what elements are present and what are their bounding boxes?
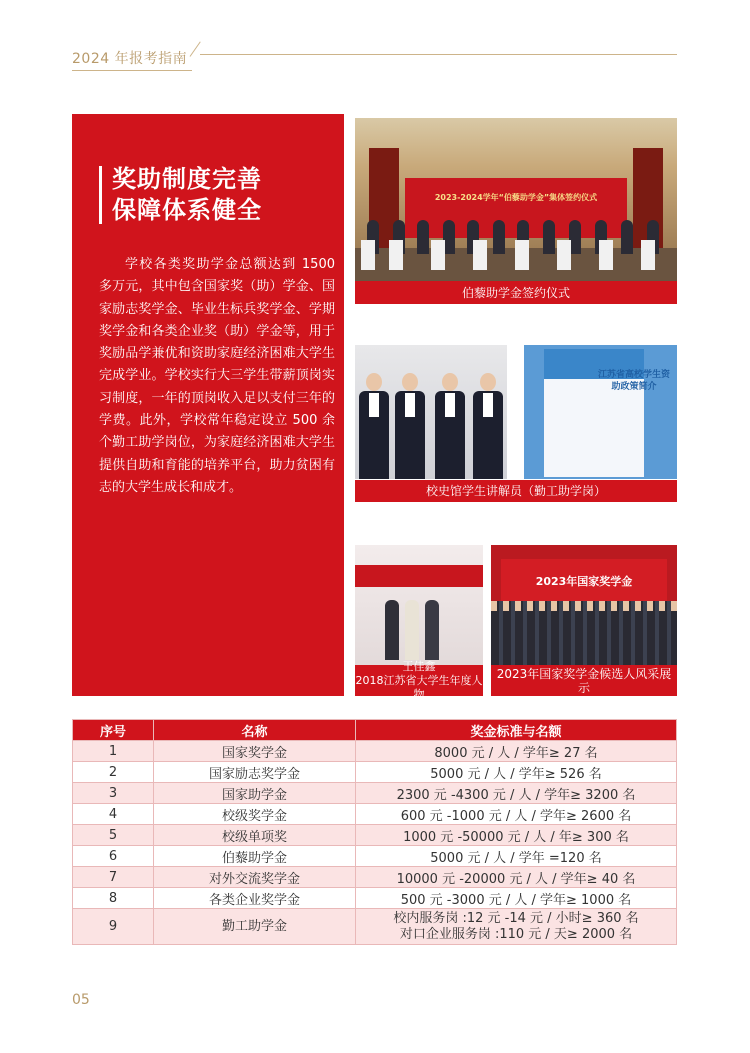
stage-backdrop [405, 178, 627, 238]
student-of-year-caption [355, 659, 483, 701]
cell-no: 6 [73, 846, 154, 867]
cell-standard: 5000 元 / 人 / 学年≥ 526 名 [356, 762, 677, 783]
col-header-name: 名称 [154, 720, 356, 741]
col-header-no: 序号 [73, 720, 154, 741]
table-row [73, 909, 677, 945]
cell-standard: 10000 元 -20000 元 / 人 / 学年≥ 40 名 [356, 867, 677, 888]
caption-line2: 2018江苏省大学生年度人物 [355, 673, 483, 701]
screen-title: 2023年国家奖学金 [535, 575, 633, 588]
podium [389, 240, 403, 270]
scholarship-candidates-caption: 2023年国家奖学金候选人风采展示 [491, 665, 677, 696]
cell-standard-line1: 校内服务岗 :12 元 -14 元 / 小时≥ 360 名 [393, 910, 639, 926]
table-row [73, 783, 677, 804]
person [405, 600, 419, 660]
cell-no: 4 [73, 804, 154, 825]
cell-name: 校级单项奖 [154, 825, 356, 846]
cell-standard: 500 元 -3000 元 / 人 / 学年≥ 1000 名 [356, 888, 677, 909]
podium [599, 240, 613, 270]
event-banner [355, 565, 483, 587]
table-row [73, 762, 677, 783]
cell-no: 1 [73, 741, 154, 762]
cell-no: 3 [73, 783, 154, 804]
cell-no: 7 [73, 867, 154, 888]
cell-name: 伯藜助学金 [154, 846, 356, 867]
scholarship-table [72, 719, 677, 945]
cell-no: 2 [73, 762, 154, 783]
student-guide [471, 373, 505, 479]
poster-title: 江苏省高校学生资助政策简介 [597, 370, 670, 392]
ceremony-photo [355, 118, 677, 281]
table-header-row [73, 720, 677, 741]
cell-name: 国家励志奖学金 [154, 762, 356, 783]
person [425, 600, 439, 660]
podium [557, 240, 571, 270]
cell-standard: 600 元 -1000 元 / 人 / 学年≥ 2600 名 [356, 804, 677, 825]
stage-banner-text: 2023-2024学年“伯藜助学金”集体签约仪式 [434, 193, 598, 202]
cell-standard: 2300 元 -4300 元 / 人 / 学年≥ 3200 名 [356, 783, 677, 804]
table-row [73, 741, 677, 762]
cell-no: 8 [73, 888, 154, 909]
podium [473, 240, 487, 270]
student-guides-photo [355, 345, 507, 479]
scholarship-candidates-photo [491, 545, 677, 665]
title-accent-bar [99, 166, 102, 224]
person [417, 220, 429, 254]
student-guide [357, 373, 391, 479]
group-heads [491, 601, 677, 611]
panel-body-text: 学校各类奖助学金总额达到 1500 多万元，其中包含国家奖（助）学金、国家励志奖学金、毕业生标兵奖学金、学期奖学金和各类企业奖（助）学金等，用于奖励品学兼优和资助家庭经济困难大学生完成学业。学校实行大三学生带薪顶岗实习制度，一年的顶岗收入足以支付三年的学费。此外，学校常年稳定设立 500 余个勤工助学岗位，为家庭经济困难大学生提供自助和育能的培养平台，助力贫困有志的大学生成长和成才。 [99, 257, 335, 495]
student-guides-caption: 校史馆学生讲解员（勤工助学岗） [355, 480, 677, 502]
cell-name: 校级奖学金 [154, 804, 356, 825]
caption-line1: 王佳鑫 [402, 659, 436, 673]
header-divider-long [200, 54, 677, 55]
table-row [73, 804, 677, 825]
page-number: 05 [72, 992, 90, 1008]
cell-no: 5 [73, 825, 154, 846]
table-row [73, 888, 677, 909]
cell-standard: 5000 元 / 人 / 学年 =120 名 [356, 846, 677, 867]
page-header [72, 44, 677, 74]
panel-title-line1: 奖助制度完善 [112, 165, 262, 193]
table-row [73, 846, 677, 867]
header-divider [72, 70, 192, 71]
podium [431, 240, 445, 270]
student-guide [433, 373, 467, 479]
intro-panel [72, 114, 344, 696]
cell-standard: 8000 元 / 人 / 学年≥ 27 名 [356, 741, 677, 762]
person [543, 220, 555, 254]
ceremony-caption: 伯藜助学金签约仪式 [355, 281, 677, 304]
cell-no: 9 [73, 909, 154, 945]
col-header-standard: 奖金标准与名额 [356, 720, 677, 741]
cell-name: 勤工助学金 [154, 909, 356, 945]
podium [515, 240, 529, 270]
podium [361, 240, 375, 270]
podium [641, 240, 655, 270]
cell-name: 各类企业奖学金 [154, 888, 356, 909]
table-row [73, 825, 677, 846]
student-guide [393, 373, 427, 479]
cell-name: 国家奖学金 [154, 741, 356, 762]
policy-poster-photo [524, 345, 677, 479]
cell-standard [356, 909, 677, 945]
cell-standard-line2: 对口企业服务岗 :110 元 / 天≥ 2000 名 [399, 926, 633, 942]
person [493, 220, 505, 254]
person [621, 220, 633, 254]
cell-standard: 1000 元 -50000 元 / 人 / 年≥ 300 名 [356, 825, 677, 846]
cell-name: 国家助学金 [154, 783, 356, 804]
cell-name: 对外交流奖学金 [154, 867, 356, 888]
student-of-year-photo [355, 545, 483, 665]
panel-title [112, 164, 262, 226]
header-title: 2024 年报考指南 [72, 51, 188, 67]
panel-title-line2: 保障体系健全 [112, 196, 262, 224]
table-row [73, 867, 677, 888]
person [385, 600, 399, 660]
